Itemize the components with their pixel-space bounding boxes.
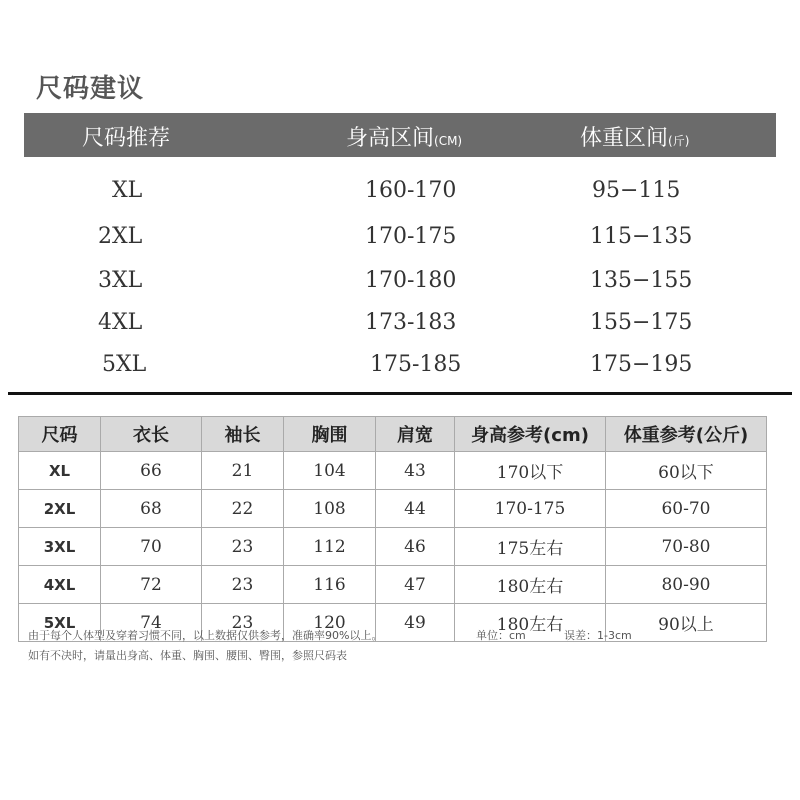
table-cell: 22: [202, 490, 284, 528]
table-cell: 4XL: [19, 566, 101, 604]
table-cell: 108: [284, 490, 376, 528]
recommend-size: 3XL: [98, 268, 143, 293]
recommend-weight: 155−175: [590, 310, 693, 335]
section-divider: [8, 392, 792, 395]
table-cell: 170-175: [455, 490, 606, 528]
note-error: 误差：1-3cm: [564, 629, 632, 642]
table-cell: 46: [376, 528, 455, 566]
recommend-row: [0, 310, 800, 350]
table-cell: 70-80: [606, 528, 767, 566]
table-cell: 23: [202, 604, 284, 642]
col-header: 尺码: [19, 417, 101, 452]
col-header: 体重参考(公斤): [606, 417, 767, 452]
table-cell: 44: [376, 490, 455, 528]
table-cell: 2XL: [19, 490, 101, 528]
table-cell: 90以上: [606, 604, 767, 642]
table-cell: 66: [101, 452, 202, 490]
table-cell: XL: [19, 452, 101, 490]
table-cell: 70: [101, 528, 202, 566]
table-cell: 80-90: [606, 566, 767, 604]
table-cell: 74: [101, 604, 202, 642]
recommend-size: 2XL: [98, 224, 143, 249]
table-cell: 116: [284, 566, 376, 604]
recommend-row: [0, 268, 800, 308]
recommend-height: 173-183: [365, 310, 457, 335]
recommend-height: 170-180: [365, 268, 457, 293]
col-header: 身高参考(cm): [455, 417, 606, 452]
recommend-row: [0, 352, 800, 392]
size-table-header: [19, 417, 767, 452]
header-weight: 体重区间(斤): [580, 126, 690, 151]
table-cell: 49: [376, 604, 455, 642]
recommend-header: [24, 113, 776, 157]
note-unit: 单位：cm: [476, 629, 526, 642]
table-cell: 180左右: [455, 566, 606, 604]
page-title: 尺码建议: [36, 74, 145, 104]
table-cell: 120: [284, 604, 376, 642]
header-height: 身高区间(CM): [346, 126, 463, 151]
table-row: [19, 490, 767, 528]
table-cell: 72: [101, 566, 202, 604]
table-cell: 21: [202, 452, 284, 490]
table-row: [19, 528, 767, 566]
col-header: 袖长: [202, 417, 284, 452]
table-cell: 23: [202, 566, 284, 604]
table-cell: 112: [284, 528, 376, 566]
recommend-height: 170-175: [365, 224, 457, 249]
recommend-height: 175-185: [370, 352, 462, 377]
table-cell: 60-70: [606, 490, 767, 528]
recommend-size: 4XL: [98, 310, 143, 335]
recommend-row: [0, 178, 800, 218]
table-cell: 47: [376, 566, 455, 604]
col-header: 肩宽: [376, 417, 455, 452]
table-row: [19, 566, 767, 604]
size-table: [18, 416, 767, 642]
header-size: 尺码推荐: [82, 126, 171, 151]
recommend-weight: 135−155: [590, 268, 693, 293]
table-cell: 43: [376, 452, 455, 490]
table-cell: 5XL: [19, 604, 101, 642]
table-row: [19, 452, 767, 490]
table-cell: 104: [284, 452, 376, 490]
recommend-size: XL: [112, 178, 143, 203]
table-cell: 180左右: [455, 604, 606, 642]
note-measure: 如有不决时，请量出身高、体重、胸围、腰围、臀围，参照尺码表: [28, 649, 347, 662]
recommend-weight: 115−135: [590, 224, 693, 249]
recommend-row: [0, 224, 800, 264]
recommend-weight: 95−115: [592, 178, 681, 203]
table-cell: 68: [101, 490, 202, 528]
recommend-size: 5XL: [102, 352, 147, 377]
table-cell: 175左右: [455, 528, 606, 566]
table-cell: 23: [202, 528, 284, 566]
table-cell: 60以下: [606, 452, 767, 490]
note-disclaimer: 由于每个人体型及穿着习惯不同，以上数据仅供参考，准确率90%以上。: [28, 629, 383, 642]
recommend-weight: 175−195: [590, 352, 693, 377]
table-cell: 3XL: [19, 528, 101, 566]
recommend-height: 160-170: [365, 178, 457, 203]
table-cell: 170以下: [455, 452, 606, 490]
col-header: 衣长: [101, 417, 202, 452]
col-header: 胸围: [284, 417, 376, 452]
